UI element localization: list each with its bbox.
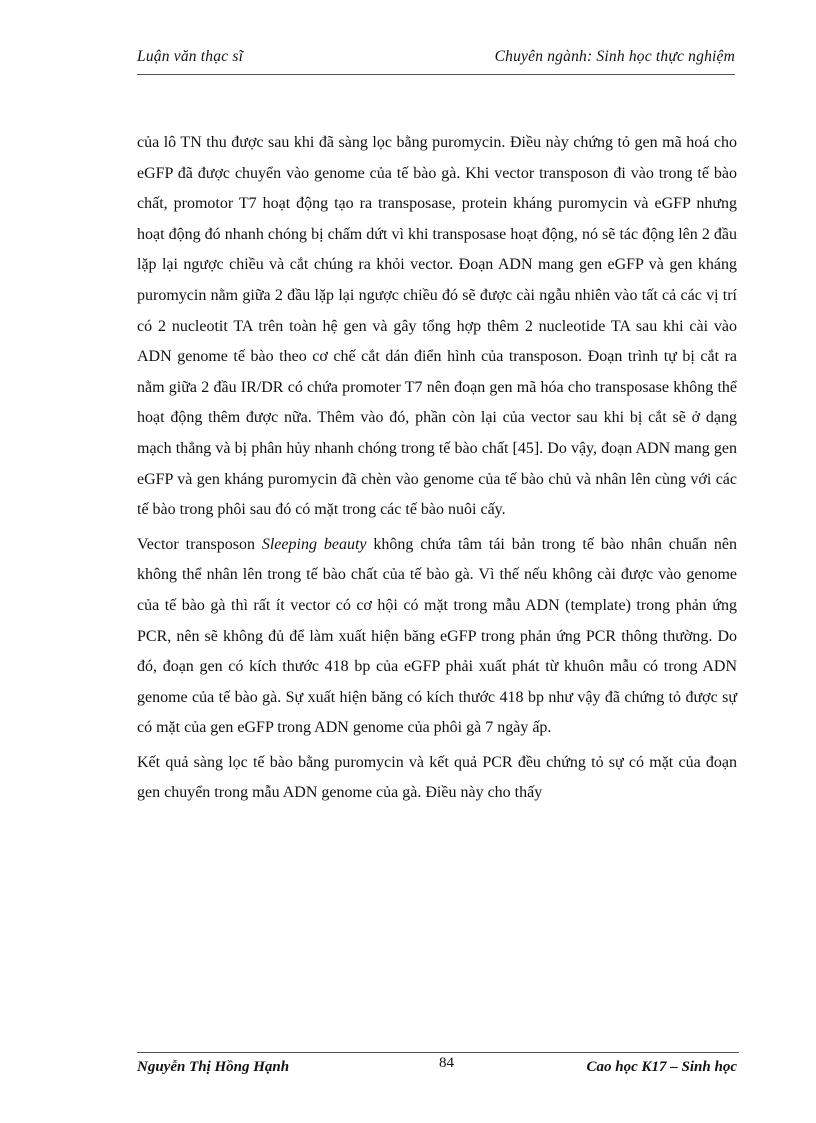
paragraph-2 bbox=[137, 530, 737, 744]
footer-program: Cao học K17 – Sinh học bbox=[586, 1059, 737, 1075]
page-number: 84 bbox=[439, 1055, 454, 1071]
body-text bbox=[137, 128, 737, 809]
paragraph-1: của lô TN thu được sau khi đã sàng lọc bằng puromycin. Điều này chứng tỏ gen mã hoá cho eGFP đã được chuyển vào genome của tế bào gà. Khi vector transposon đi vào trong tế bào chất, promotor T7 hoạt động tạo ra transposase, protein kháng puromycin và eGFP nhưng hoạt động đó nhanh chóng bị chấm dứt vì khi transposase hoạt động, nó sẽ tác động lên 2 đầu lặp lại ngược chiều và cắt chúng ra khỏi vector. Đoạn ADN mang gen eGFP và gen kháng puromycin nằm giữa 2 đầu lặp lại ngược chiều đó sẽ được cài ngẫu nhiên vào tất cả các vị trí có 2 nucleotit TA trên toàn hệ gen và gây tổng hợp thêm 2 nucleotide TA sau khi cài vào ADN genome tế bào theo cơ chế cắt dán điển hình của transposon. Đoạn trình tự bị cắt ra nằm giữa 2 đầu IR/DR có chứa promoter T7 nên đoạn gen mã hóa cho transposase không thể hoạt động thêm được nữa. Thêm vào đó, phần còn lại của vector sau khi bị cắt sẽ ở dạng mạch thẳng và bị phân hủy nhanh chóng trong tế bào chất [45]. Do vậy, đoạn ADN mang gen eGFP và gen kháng puromycin đã chèn vào genome của tế bào chủ và nhân lên cùng với các tế bào trong phôi sau đó có mặt trong các tế bào nuôi cấy. bbox=[137, 134, 737, 519]
paragraph-2-prefix: Vector transposon bbox=[137, 535, 262, 553]
paragraph-2-italic-term: Sleeping beauty bbox=[261, 535, 367, 553]
page-footer bbox=[137, 1052, 739, 1083]
paragraph-2-rest: không chứa tâm tái bản trong tế bào nhân chuẩn nên không thể nhân lên trong tế bào chất của tế bào gà. Vì thế nếu không cài được vào genome của tế bào gà thì rất ít vector có cơ hội có mặt trong mẫu ADN (template) trong phản ứng PCR, nên sẽ không đủ để làm xuất hiện băng eGFP trong phản ứng PCR thông thường. Do đó, đoạn gen có kích thước 418 bp của eGFP phải xuất phát từ khuôn mẫu có trong ADN genome của tế bào gà. Sự xuất hiện băng có kích thước 418 bp như vậy đã chứng tỏ được sự có mặt của gen eGFP trong ADN genome của phôi gà 7 ngày ấp. bbox=[137, 535, 737, 737]
footer-author: Nguyễn Thị Hồng Hạnh bbox=[137, 1059, 290, 1075]
header-specialization: Chuyên ngành: Sinh học thực nghiệm bbox=[494, 48, 735, 65]
paragraph-3: Kết quả sàng lọc tế bào bằng puromycin và kết quả PCR đều chứng tỏ sự có mặt của đoạn gen chuyển trong mẫu ADN genome của gà. Điều này cho thấy bbox=[137, 753, 737, 802]
page-header bbox=[137, 44, 735, 75]
header-thesis-type: Luận văn thạc sĩ bbox=[137, 48, 244, 65]
